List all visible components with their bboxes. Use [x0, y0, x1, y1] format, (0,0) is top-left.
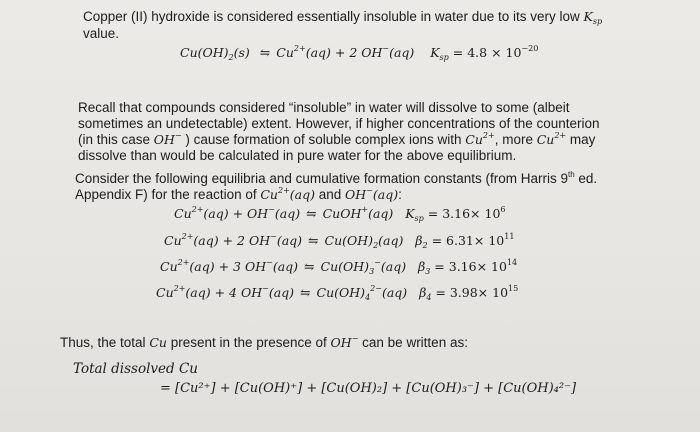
thus-text-c: can be written as:: [358, 335, 468, 350]
equilibrium-row: $Cu^{2+}(aq) + 3$ OH−(aq) ⇋ $Cu(OH)_3^-(aq) \beta_3 = 3.16\times 10^{14}$: [160, 258, 518, 276]
equilibrium-row: $Cu^{2+}(aq) + 4$ OH−(aq) ⇋ $Cu(OH)_4^{2-}(aq) \beta_4 = 3.98\times 10^{15}$: [156, 284, 519, 302]
consider-text-b: and: [315, 187, 346, 202]
recall-text-c: , more: [494, 132, 537, 147]
equilibrium-row: $Cu^{2+}(aq) + 2$ OH−(aq) ⇋ $Cu(OH)_2(aq) \beta_2 = 6.31\times 10^{11}$: [164, 232, 515, 250]
ksp-value: = 4.8 × 10: [452, 45, 522, 60]
recall-line-1: Recall that compounds considered “insoluble” in water will dissolve to some (albeit: [78, 100, 570, 115]
intro-line-2: value.: [83, 26, 120, 41]
equilibrium-row: $Cu^{2+}(aq) + OH^-(aq)$ ⇋ CuOH+(aq) $K_{sp} = 3.16\times 10^6$: [174, 205, 506, 223]
eq3-exponent: 14: [506, 258, 518, 267]
cu2aq-symbol: $Cu^{2+}(aq)$: [260, 186, 315, 202]
ohaq-symbol: OH−(aq): [345, 186, 399, 202]
thus-line: [60, 334, 468, 351]
oh-symbol: OH−: [153, 131, 182, 147]
eq2-exponent: 11: [504, 232, 515, 241]
recall-text-a: (in this case: [78, 132, 154, 147]
consider-text: Consider the following equilibria and cumulative formation constants (from Harris 9: [75, 171, 568, 186]
recall-text-b: ) cause formation of soluble complex ions with: [181, 132, 466, 147]
ksp-symbol: $K_{sp}$: [583, 9, 603, 26]
recall-line-4: dissolve than would be calculated in pure water for the above equilibrium.: [78, 148, 517, 163]
eq1-exponent: 6: [500, 205, 506, 214]
oh-symbol-2: OH−: [330, 334, 359, 350]
thus-text-a: Thus, the total: [60, 335, 150, 350]
consider-text-end: ed.: [574, 171, 598, 186]
recall-text-d: may: [566, 132, 596, 147]
ksp-exponent: −20: [521, 44, 539, 53]
consider-line-1: [75, 170, 597, 187]
intro-text: Copper (II) hydroxide is considered essentially insoluble in water due to its very low: [83, 9, 584, 24]
recall-line-2: sometimes an undetectable) extent. However, if higher concentrations of the counterion: [78, 116, 600, 131]
ksp-equation: $Cu(OH)_2(s)$ ⇋ $Cu^{2+}(aq) + 2$ OH−(aq) $K_{sp} = 4.8 \times 10^{-20}$: [180, 44, 539, 62]
thus-text-b: present in the presence of: [166, 335, 331, 350]
consider-line-2: [75, 186, 402, 203]
cu-symbol: Cu: [149, 335, 167, 350]
consider-text-c: :: [398, 187, 402, 202]
eq4-exponent: 15: [508, 284, 519, 293]
recall-line-3: [78, 131, 595, 148]
cu2-symbol-2: $Cu^{2+}$: [536, 131, 567, 147]
total-label: Total dissolved Cu: [73, 361, 199, 377]
th-superscript: th: [567, 170, 575, 179]
consider-text-a: Appendix F) for the reaction of: [75, 187, 261, 202]
cu2-symbol: $Cu^{2+}$: [465, 131, 495, 147]
intro-line-1: [83, 8, 602, 25]
total-expression: = [Cu²⁺] + [Cu(OH)⁺] + [Cu(OH)₂] + [Cu(OH)₃⁻] + [Cu(OH)₄²⁻]: [160, 381, 577, 396]
